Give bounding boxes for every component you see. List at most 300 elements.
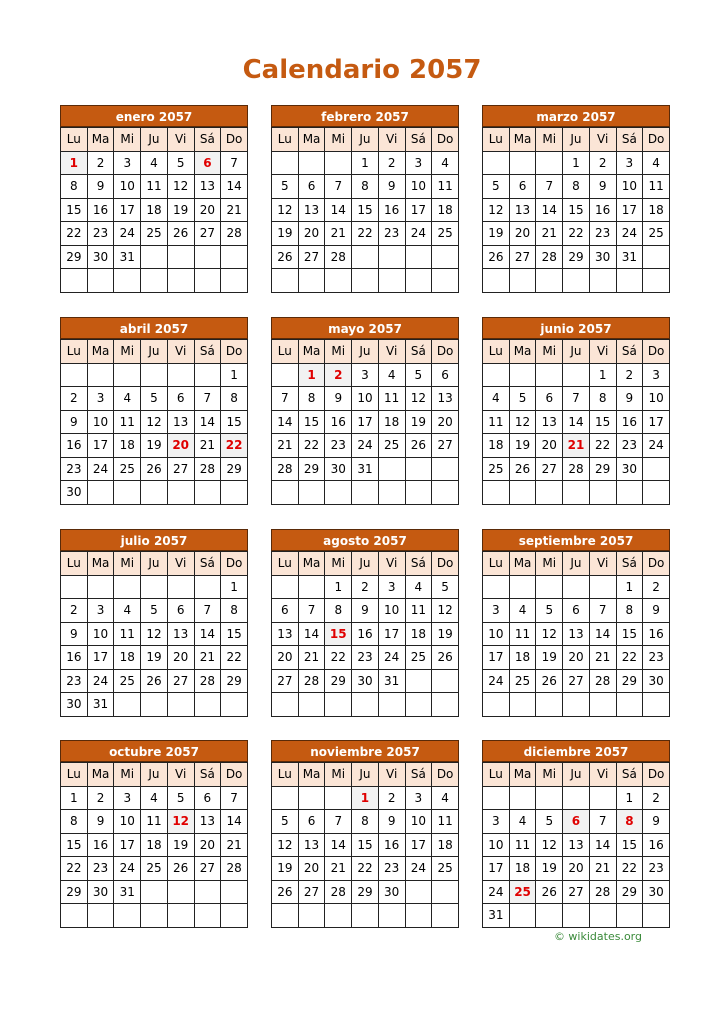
day-cell: 15 (221, 622, 248, 646)
credit-text[interactable]: © wikidates.org (553, 930, 642, 943)
week-row (61, 410, 248, 434)
week-row (272, 599, 459, 623)
day-cell: 21 (194, 434, 221, 458)
empty-day-cell (221, 693, 248, 717)
weekday-label: Ma (87, 340, 114, 364)
empty-day-cell (643, 269, 670, 293)
weekday-label: Lu (272, 763, 299, 787)
day-cell: 14 (194, 410, 221, 434)
day-cell: 6 (563, 599, 590, 623)
day-cell: 23 (643, 646, 670, 670)
week-row (483, 575, 670, 599)
day-cell: 19 (509, 434, 536, 458)
week-row (483, 481, 670, 505)
day-cell: 25 (378, 434, 405, 458)
day-cell: 24 (483, 669, 510, 693)
week-row (483, 857, 670, 881)
empty-day-cell (509, 151, 536, 175)
weekday-label: Mi (114, 763, 141, 787)
empty-day-cell (221, 880, 248, 904)
day-cell: 5 (405, 363, 432, 387)
day-cell: 17 (616, 198, 643, 222)
day-cell: 4 (432, 151, 459, 175)
month-grid (271, 339, 459, 505)
empty-day-cell (298, 904, 325, 928)
day-cell: 30 (61, 481, 88, 505)
day-cell: 3 (114, 786, 141, 810)
week-row (272, 575, 459, 599)
weekday-label: Ju (563, 552, 590, 576)
empty-day-cell (61, 904, 88, 928)
empty-day-cell (141, 269, 168, 293)
day-cell: 3 (352, 363, 379, 387)
weekday-header-row (483, 340, 670, 364)
weekday-label: Ju (141, 552, 168, 576)
day-cell: 31 (352, 457, 379, 481)
day-cell: 27 (272, 669, 299, 693)
week-row (483, 693, 670, 717)
empty-day-cell (563, 904, 590, 928)
day-cell: 8 (61, 175, 88, 199)
empty-day-cell (167, 245, 194, 269)
day-cell: 2 (378, 786, 405, 810)
day-cell: 14 (221, 810, 248, 834)
empty-day-cell (87, 904, 114, 928)
month-title: septiembre 2057 (482, 529, 670, 551)
week-row (483, 387, 670, 411)
holiday-day-cell: 1 (61, 151, 88, 175)
day-cell: 24 (405, 222, 432, 246)
month-title: marzo 2057 (482, 105, 670, 127)
empty-day-cell (405, 904, 432, 928)
weekday-label: Mi (536, 340, 563, 364)
page-title: Calendario 2057 (242, 55, 482, 85)
week-row (272, 669, 459, 693)
weekday-label: Ma (298, 340, 325, 364)
empty-day-cell (536, 786, 563, 810)
month-grid (271, 551, 459, 717)
month-title: febrero 2057 (271, 105, 459, 127)
empty-day-cell (194, 575, 221, 599)
day-cell: 11 (643, 175, 670, 199)
day-cell: 27 (167, 457, 194, 481)
day-cell: 11 (509, 833, 536, 857)
day-cell: 4 (114, 387, 141, 411)
week-row (61, 175, 248, 199)
weekday-label: Ma (509, 128, 536, 152)
empty-day-cell (194, 269, 221, 293)
weekday-header-row (272, 763, 459, 787)
empty-day-cell (325, 269, 352, 293)
month-block (271, 529, 459, 717)
day-cell: 10 (483, 622, 510, 646)
day-cell: 15 (563, 198, 590, 222)
day-cell: 2 (616, 363, 643, 387)
month-block (482, 740, 670, 928)
day-cell: 19 (536, 857, 563, 881)
week-row (61, 599, 248, 623)
empty-day-cell (536, 904, 563, 928)
day-cell: 30 (378, 880, 405, 904)
weekday-label: Ju (352, 552, 379, 576)
day-cell: 10 (352, 387, 379, 411)
month-block (482, 317, 670, 505)
day-cell: 7 (194, 599, 221, 623)
day-cell: 8 (221, 599, 248, 623)
day-cell: 23 (616, 434, 643, 458)
day-cell: 20 (536, 434, 563, 458)
month-block (482, 529, 670, 717)
day-cell: 9 (643, 599, 670, 623)
day-cell: 3 (483, 810, 510, 834)
day-cell: 18 (141, 833, 168, 857)
empty-day-cell (352, 904, 379, 928)
day-cell: 10 (616, 175, 643, 199)
month-title: junio 2057 (482, 317, 670, 339)
day-cell: 28 (194, 457, 221, 481)
weekday-label: Ma (87, 552, 114, 576)
weekday-label: Lu (272, 340, 299, 364)
empty-day-cell (167, 693, 194, 717)
day-cell: 29 (221, 457, 248, 481)
day-cell: 20 (298, 857, 325, 881)
day-cell: 10 (114, 175, 141, 199)
weekday-label: Do (432, 340, 459, 364)
day-cell: 14 (272, 410, 299, 434)
day-cell: 11 (378, 387, 405, 411)
empty-day-cell (509, 575, 536, 599)
weekday-label: Ju (141, 128, 168, 152)
day-cell: 19 (483, 222, 510, 246)
day-cell: 28 (194, 669, 221, 693)
day-cell: 31 (616, 245, 643, 269)
day-cell: 6 (432, 363, 459, 387)
day-cell: 31 (87, 693, 114, 717)
week-row (272, 857, 459, 881)
day-cell: 12 (272, 198, 299, 222)
empty-day-cell (563, 786, 590, 810)
day-cell: 23 (61, 457, 88, 481)
day-cell: 27 (536, 457, 563, 481)
week-row (483, 622, 670, 646)
month-grid (60, 762, 248, 928)
day-cell: 8 (589, 387, 616, 411)
day-cell: 9 (378, 175, 405, 199)
day-cell: 26 (536, 880, 563, 904)
day-cell: 19 (536, 646, 563, 670)
week-row (272, 810, 459, 834)
day-cell: 5 (509, 387, 536, 411)
day-cell: 24 (114, 857, 141, 881)
month-block (271, 317, 459, 505)
empty-day-cell (61, 575, 88, 599)
day-cell: 4 (483, 387, 510, 411)
empty-day-cell (589, 904, 616, 928)
day-cell: 18 (141, 198, 168, 222)
week-row (61, 198, 248, 222)
day-cell: 19 (141, 434, 168, 458)
day-cell: 27 (194, 222, 221, 246)
day-cell: 30 (589, 245, 616, 269)
empty-day-cell (194, 693, 221, 717)
day-cell: 26 (405, 434, 432, 458)
day-cell: 27 (563, 669, 590, 693)
day-cell: 24 (616, 222, 643, 246)
day-cell: 29 (616, 669, 643, 693)
day-cell: 19 (141, 646, 168, 670)
weekday-label: Ma (509, 552, 536, 576)
weekday-label: Sá (405, 340, 432, 364)
empty-day-cell (352, 481, 379, 505)
empty-day-cell (298, 575, 325, 599)
week-row (272, 457, 459, 481)
empty-day-cell (272, 693, 299, 717)
day-cell: 11 (114, 410, 141, 434)
empty-day-cell (87, 481, 114, 505)
weekday-label: Lu (483, 552, 510, 576)
day-cell: 18 (378, 410, 405, 434)
day-cell: 16 (378, 198, 405, 222)
weekday-label: Mi (536, 552, 563, 576)
day-cell: 17 (483, 646, 510, 670)
day-cell: 20 (563, 857, 590, 881)
day-cell: 18 (405, 622, 432, 646)
weekday-label: Do (643, 128, 670, 152)
weekday-label: Vi (378, 552, 405, 576)
day-cell: 5 (167, 151, 194, 175)
day-cell: 24 (405, 857, 432, 881)
weekday-header-row (61, 552, 248, 576)
empty-day-cell (114, 363, 141, 387)
day-cell: 25 (643, 222, 670, 246)
day-cell: 7 (325, 810, 352, 834)
holiday-day-cell: 25 (509, 880, 536, 904)
day-cell: 26 (141, 669, 168, 693)
weekday-label: Sá (194, 128, 221, 152)
weekday-header-row (61, 128, 248, 152)
day-cell: 15 (221, 410, 248, 434)
empty-day-cell (141, 245, 168, 269)
empty-day-cell (432, 880, 459, 904)
week-row (61, 904, 248, 928)
day-cell: 11 (141, 810, 168, 834)
day-cell: 12 (432, 599, 459, 623)
day-cell: 2 (61, 387, 88, 411)
weekday-label: Sá (194, 552, 221, 576)
day-cell: 24 (114, 222, 141, 246)
day-cell: 20 (194, 198, 221, 222)
week-row (61, 810, 248, 834)
day-cell: 2 (61, 599, 88, 623)
week-row (272, 269, 459, 293)
holiday-day-cell: 22 (221, 434, 248, 458)
day-cell: 13 (167, 622, 194, 646)
week-row (272, 387, 459, 411)
empty-day-cell (61, 269, 88, 293)
empty-day-cell (114, 693, 141, 717)
weekday-label: Ma (509, 763, 536, 787)
month-block (60, 317, 248, 505)
weekday-label: Lu (272, 128, 299, 152)
weekday-label: Sá (405, 552, 432, 576)
day-cell: 28 (325, 245, 352, 269)
empty-day-cell (352, 245, 379, 269)
week-row (272, 363, 459, 387)
day-cell: 27 (432, 434, 459, 458)
day-cell: 15 (616, 833, 643, 857)
day-cell: 5 (272, 810, 299, 834)
day-cell: 22 (298, 434, 325, 458)
day-cell: 21 (194, 646, 221, 670)
weekday-label: Lu (61, 552, 88, 576)
weekday-label: Ju (563, 128, 590, 152)
empty-day-cell (643, 245, 670, 269)
week-row (61, 622, 248, 646)
week-row (483, 198, 670, 222)
week-row (61, 786, 248, 810)
week-row (483, 810, 670, 834)
empty-day-cell (221, 904, 248, 928)
empty-day-cell (589, 481, 616, 505)
weekday-label: Vi (589, 340, 616, 364)
day-cell: 23 (325, 434, 352, 458)
day-cell: 10 (643, 387, 670, 411)
weekday-label: Do (221, 763, 248, 787)
weekday-label: Do (432, 763, 459, 787)
empty-day-cell (325, 786, 352, 810)
day-cell: 24 (352, 434, 379, 458)
day-cell: 13 (536, 410, 563, 434)
empty-day-cell (483, 693, 510, 717)
day-cell: 28 (536, 245, 563, 269)
day-cell: 6 (167, 387, 194, 411)
day-cell: 22 (352, 857, 379, 881)
empty-day-cell (405, 245, 432, 269)
weekday-label: Vi (167, 128, 194, 152)
weekday-label: Do (432, 128, 459, 152)
day-cell: 16 (325, 410, 352, 434)
day-cell: 26 (141, 457, 168, 481)
month-title: agosto 2057 (271, 529, 459, 551)
month-grid (482, 127, 670, 293)
day-cell: 19 (167, 198, 194, 222)
day-cell: 4 (114, 599, 141, 623)
empty-day-cell (114, 904, 141, 928)
day-cell: 15 (352, 833, 379, 857)
empty-day-cell (272, 575, 299, 599)
day-cell: 23 (87, 222, 114, 246)
week-row (61, 363, 248, 387)
month-title: enero 2057 (60, 105, 248, 127)
month-grid (60, 339, 248, 505)
empty-day-cell (325, 151, 352, 175)
day-cell: 1 (221, 575, 248, 599)
day-cell: 23 (352, 646, 379, 670)
empty-day-cell (483, 481, 510, 505)
empty-day-cell (643, 481, 670, 505)
holiday-day-cell: 15 (325, 622, 352, 646)
day-cell: 16 (589, 198, 616, 222)
day-cell: 3 (405, 786, 432, 810)
day-cell: 13 (194, 175, 221, 199)
week-row (483, 410, 670, 434)
day-cell: 13 (298, 198, 325, 222)
day-cell: 9 (352, 599, 379, 623)
empty-day-cell (298, 786, 325, 810)
day-cell: 22 (325, 646, 352, 670)
day-cell: 28 (221, 222, 248, 246)
weekday-label: Sá (405, 128, 432, 152)
day-cell: 18 (432, 198, 459, 222)
day-cell: 11 (114, 622, 141, 646)
empty-day-cell (405, 880, 432, 904)
week-row (61, 481, 248, 505)
empty-day-cell (194, 904, 221, 928)
empty-day-cell (87, 575, 114, 599)
weekday-label: Do (221, 340, 248, 364)
day-cell: 8 (298, 387, 325, 411)
day-cell: 11 (432, 175, 459, 199)
day-cell: 23 (378, 857, 405, 881)
empty-day-cell (509, 481, 536, 505)
day-cell: 18 (643, 198, 670, 222)
holiday-day-cell: 1 (298, 363, 325, 387)
weekday-label: Ju (563, 763, 590, 787)
day-cell: 6 (509, 175, 536, 199)
day-cell: 16 (352, 622, 379, 646)
day-cell: 4 (432, 786, 459, 810)
week-row (61, 575, 248, 599)
empty-day-cell (563, 481, 590, 505)
day-cell: 29 (298, 457, 325, 481)
weekday-label: Mi (536, 128, 563, 152)
day-cell: 14 (298, 622, 325, 646)
day-cell: 30 (87, 880, 114, 904)
weekday-label: Vi (378, 763, 405, 787)
day-cell: 21 (221, 833, 248, 857)
weekday-label: Ju (352, 763, 379, 787)
day-cell: 28 (589, 669, 616, 693)
day-cell: 13 (298, 833, 325, 857)
day-cell: 15 (589, 410, 616, 434)
day-cell: 9 (616, 387, 643, 411)
day-cell: 17 (87, 646, 114, 670)
week-row (483, 599, 670, 623)
empty-day-cell (141, 880, 168, 904)
empty-day-cell (167, 363, 194, 387)
weekday-label: Ju (563, 340, 590, 364)
month-title: mayo 2057 (271, 317, 459, 339)
empty-day-cell (61, 363, 88, 387)
day-cell: 8 (352, 810, 379, 834)
empty-day-cell (432, 481, 459, 505)
day-cell: 16 (643, 622, 670, 646)
day-cell: 29 (563, 245, 590, 269)
day-cell: 15 (352, 198, 379, 222)
weekday-label: Mi (536, 763, 563, 787)
day-cell: 20 (298, 222, 325, 246)
day-cell: 5 (536, 810, 563, 834)
weekday-label: Lu (61, 340, 88, 364)
day-cell: 11 (405, 599, 432, 623)
empty-day-cell (616, 693, 643, 717)
day-cell: 27 (509, 245, 536, 269)
empty-day-cell (536, 269, 563, 293)
day-cell: 13 (272, 622, 299, 646)
weekday-header-row (272, 552, 459, 576)
weekday-label: Lu (483, 128, 510, 152)
weekday-label: Vi (589, 763, 616, 787)
